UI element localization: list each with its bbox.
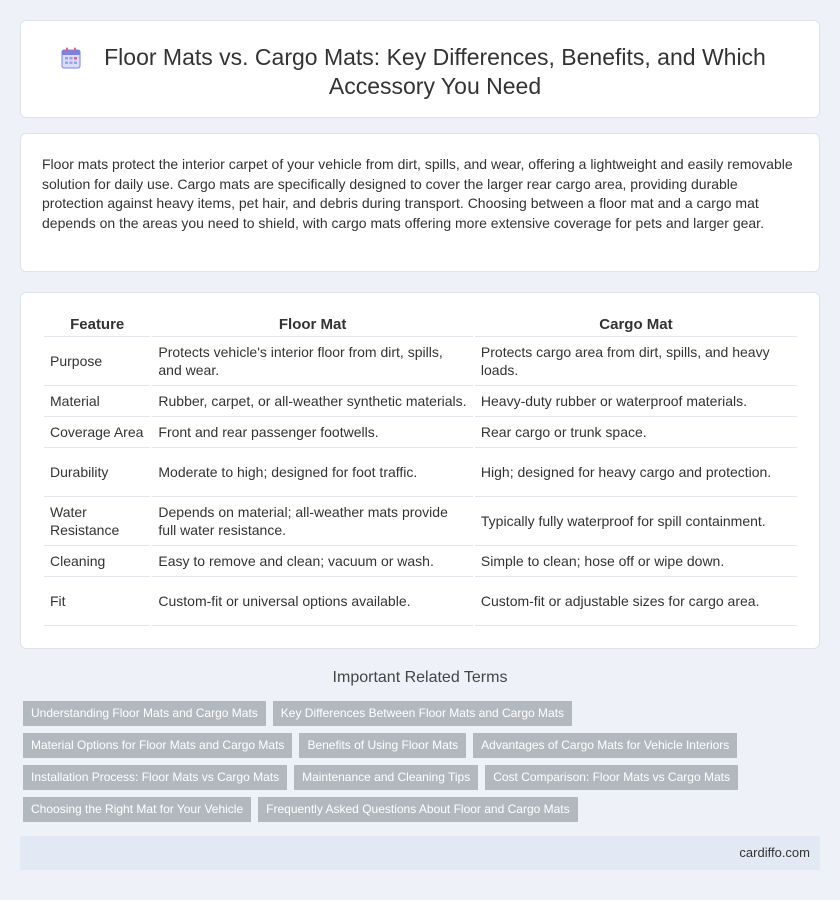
table-cell: Heavy-duty rubber or waterproof materials. — [475, 386, 797, 417]
table-cell: Water Resistance — [44, 497, 150, 546]
table-cell: Front and rear passenger footwells. — [152, 417, 473, 448]
table-cell: Coverage Area — [44, 417, 150, 448]
related-term-tag[interactable]: Installation Process: Floor Mats vs Cargo Mats — [23, 765, 287, 790]
related-terms-tags — [23, 701, 813, 829]
table-cell: Fit — [44, 577, 150, 626]
table-row — [44, 546, 797, 577]
related-term-tag[interactable]: Understanding Floor Mats and Cargo Mats — [23, 701, 266, 726]
related-term-tag[interactable]: Material Options for Floor Mats and Cargo Mats — [23, 733, 292, 758]
comparison-card — [20, 292, 820, 649]
table-cell: Protects cargo area from dirt, spills, and heavy loads. — [475, 337, 797, 386]
footer-site-name[interactable]: cardiffo.com — [739, 845, 810, 860]
table-cell: Depends on material; all-weather mats provide full water resistance. — [152, 497, 473, 546]
table-cell: Easy to remove and clean; vacuum or wash. — [152, 546, 473, 577]
table-cell: Typically fully waterproof for spill containment. — [475, 497, 797, 546]
table-cell: Protects vehicle's interior floor from dirt, spills, and wear. — [152, 337, 473, 386]
page-title: Floor Mats vs. Cargo Mats: Key Differences, Benefits, and Which Accessory You Need — [104, 44, 766, 99]
table-cell: Material — [44, 386, 150, 417]
related-term-tag[interactable]: Key Differences Between Floor Mats and Cargo Mats — [273, 701, 572, 726]
table-row — [44, 417, 797, 448]
table-row — [44, 577, 797, 626]
table-row — [44, 386, 797, 417]
table-cell: Rubber, carpet, or all-weather synthetic materials. — [152, 386, 473, 417]
footer — [20, 836, 820, 870]
table-cell: High; designed for heavy cargo and protection. — [475, 448, 797, 497]
related-term-tag[interactable]: Maintenance and Cleaning Tips — [294, 765, 478, 790]
table-cell: Purpose — [44, 337, 150, 386]
intro-paragraph: Floor mats protect the interior carpet of your vehicle from dirt, spills, and wear, offering a lightweight and easily removable solution for daily use. Cargo mats are specifically designed to cover the larger rear cargo area, providing durable protection against heavy items, pet hair, and debris during transport. Choosing between a floor mat and a cargo mat depends on the areas you need to shield, with cargo mats offering more extensive coverage for pets and larger gear. — [42, 156, 793, 231]
related-term-tag[interactable]: Cost Comparison: Floor Mats vs Cargo Mats — [485, 765, 738, 790]
table-header-floor-mat: Floor Mat — [152, 315, 473, 337]
related-terms-heading: Important Related Terms — [332, 669, 508, 686]
table-cell: Custom-fit or adjustable sizes for cargo area. — [475, 577, 797, 626]
table-row — [44, 497, 797, 546]
table-cell: Durability — [44, 448, 150, 497]
related-term-tag[interactable]: Benefits of Using Floor Mats — [299, 733, 466, 758]
title-card — [20, 20, 820, 118]
table-cell: Rear cargo or trunk space. — [475, 417, 797, 448]
table-cell: Moderate to high; designed for foot traffic. — [152, 448, 473, 497]
related-term-tag[interactable]: Frequently Asked Questions About Floor and Cargo Mats — [258, 797, 578, 822]
related-term-tag[interactable]: Choosing the Right Mat for Your Vehicle — [23, 797, 251, 822]
table-cell: Simple to clean; hose off or wipe down. — [475, 546, 797, 577]
table-cell: Cleaning — [44, 546, 150, 577]
table-cell: Custom-fit or universal options available. — [152, 577, 473, 626]
table-header-cargo-mat: Cargo Mat — [475, 315, 797, 337]
table-header-feature: Feature — [44, 315, 150, 337]
table-row — [44, 448, 797, 497]
intro-card — [20, 133, 820, 272]
related-term-tag[interactable]: Advantages of Cargo Mats for Vehicle Interiors — [473, 733, 737, 758]
comparison-table — [42, 315, 799, 626]
table-row — [44, 337, 797, 386]
